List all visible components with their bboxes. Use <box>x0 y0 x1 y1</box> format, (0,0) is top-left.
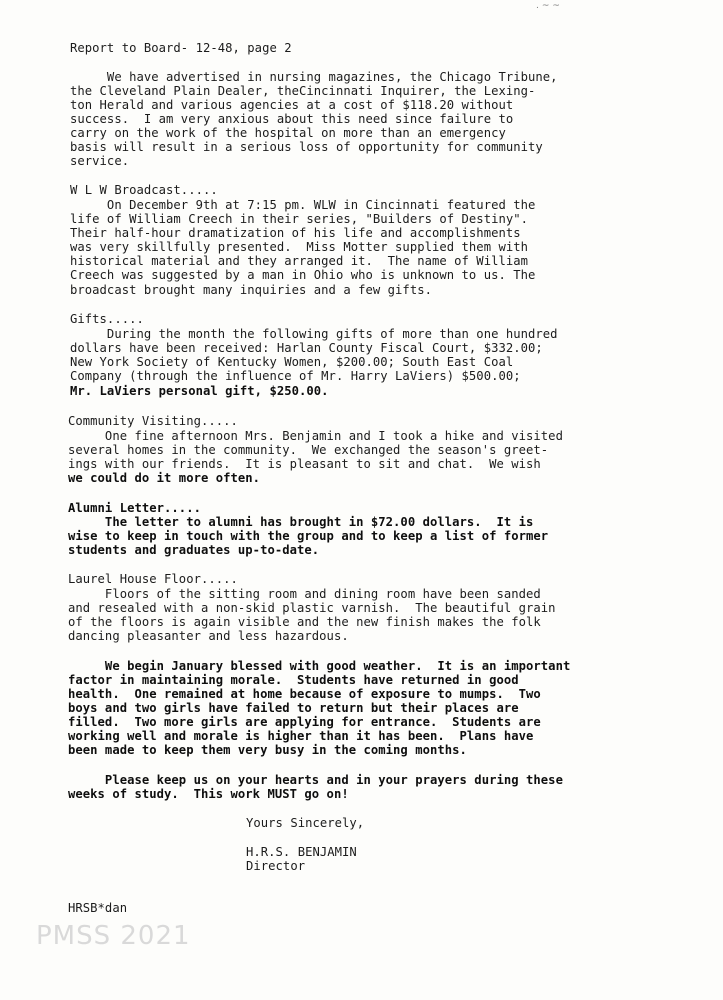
text-line: dancing pleasanter and less hazardous. <box>68 629 349 643</box>
text-line: success. I am very anxious about this need since failure to <box>70 112 514 126</box>
text-line: service. <box>70 154 130 168</box>
text-line: We have advertised in nursing magazines, the Chicago Tribune, <box>70 70 558 84</box>
text-line: We begin January blessed with good weather. It is an important <box>68 659 571 673</box>
section-heading: W L W Broadcast..... <box>70 183 218 197</box>
text-line: Creech was suggested by a man in Ohio who is unknown to us. The <box>70 268 536 282</box>
text-line: On December 9th at 7:15 pm. WLW in Cincinnati featured the <box>70 198 536 212</box>
text-line: Company (through the influence of Mr. Harry LaViers) $500.00; <box>70 369 521 383</box>
section-heading: Gifts..... <box>70 312 144 326</box>
text-line: broadcast brought many inquiries and a few gifts. <box>70 283 432 297</box>
text-line: the Cleveland Plain Dealer, theCincinnati Inquirer, the Lexing- <box>70 84 536 98</box>
text-line: factor in maintaining morale. Students have returned in good <box>68 673 519 687</box>
text-line: ings with our friends. It is pleasant to sit and chat. We wish <box>68 457 541 471</box>
text-line: One fine afternoon Mrs. Benjamin and I took a hike and visited <box>68 429 563 443</box>
text-line: was very skillfully presented. Miss Motter supplied them with <box>70 240 529 254</box>
text-line: Please keep us on your hearts and in your prayers during these <box>68 773 563 787</box>
text-line: several homes in the community. We exchanged the season's greet- <box>68 443 549 457</box>
text-line: carry on the work of the hospital on more than an emergency <box>70 126 506 140</box>
text-line: basis will result in a serious loss of opportunity for community <box>70 140 543 154</box>
text-line: wise to keep in touch with the group and to keep a list of former <box>68 529 549 543</box>
text-line: been made to keep them very busy in the coming months. <box>68 743 467 757</box>
text-line: The letter to alumni has brought in $72.00 dollars. It is <box>68 515 534 529</box>
section-heading: Community Visiting..... <box>68 414 238 428</box>
text-line: life of William Creech in their series, "Builders of Destiny". <box>70 212 529 226</box>
text-line: Floors of the sitting room and dining room have been sanded <box>68 587 541 601</box>
section-heading: Alumni Letter..... <box>68 501 201 515</box>
text-line: students and graduates up-to-date. <box>68 543 320 557</box>
text-line: Mr. LaViers personal gift, $250.00. <box>70 384 329 398</box>
section-heading: Laurel House Floor..... <box>68 572 238 586</box>
text-line: dollars have been received: Harlan County Fiscal Court, $332.00; <box>70 341 543 355</box>
typist-initials: HRSB*dan <box>68 901 128 915</box>
text-line: and resealed with a non-skid plastic varnish. The beautiful grain <box>68 601 556 615</box>
signatory-name: H.R.S. BENJAMIN <box>246 845 357 859</box>
text-line: historical material and they arranged it. The name of William <box>70 254 529 268</box>
text-line: health. One remained at home because of exposure to mumps. Two <box>68 687 541 701</box>
text-line: During the month the following gifts of more than one hundred <box>70 327 558 341</box>
page-heading: Report to Board- 12-48, page 2 <box>70 41 292 55</box>
text-line: New York Society of Kentucky Women, $200.00; South East Coal <box>70 355 514 369</box>
signatory-title: Director <box>246 859 306 873</box>
text-line: filled. Two more girls are applying for entrance. Students are <box>68 715 541 729</box>
text-line: of the floors is again visible and the new finish makes the folk <box>68 615 541 629</box>
valediction: Yours Sincerely, <box>246 816 365 830</box>
text-line: boys and two girls have failed to return but their places are <box>68 701 519 715</box>
text-line: working well and morale is higher than it has been. Plans have <box>68 729 534 743</box>
text-line: Their half-hour dramatization of his life and accomplishments <box>70 226 521 240</box>
text-line: weeks of study. This work MUST go on! <box>68 787 349 801</box>
archive-watermark: PMSS 2021 <box>36 921 191 951</box>
corner-marks: . ~ ~ <box>536 1 560 11</box>
text-line: we could do it more often. <box>68 471 261 485</box>
text-line: ton Herald and various agencies at a cost of $118.20 without <box>70 98 514 112</box>
